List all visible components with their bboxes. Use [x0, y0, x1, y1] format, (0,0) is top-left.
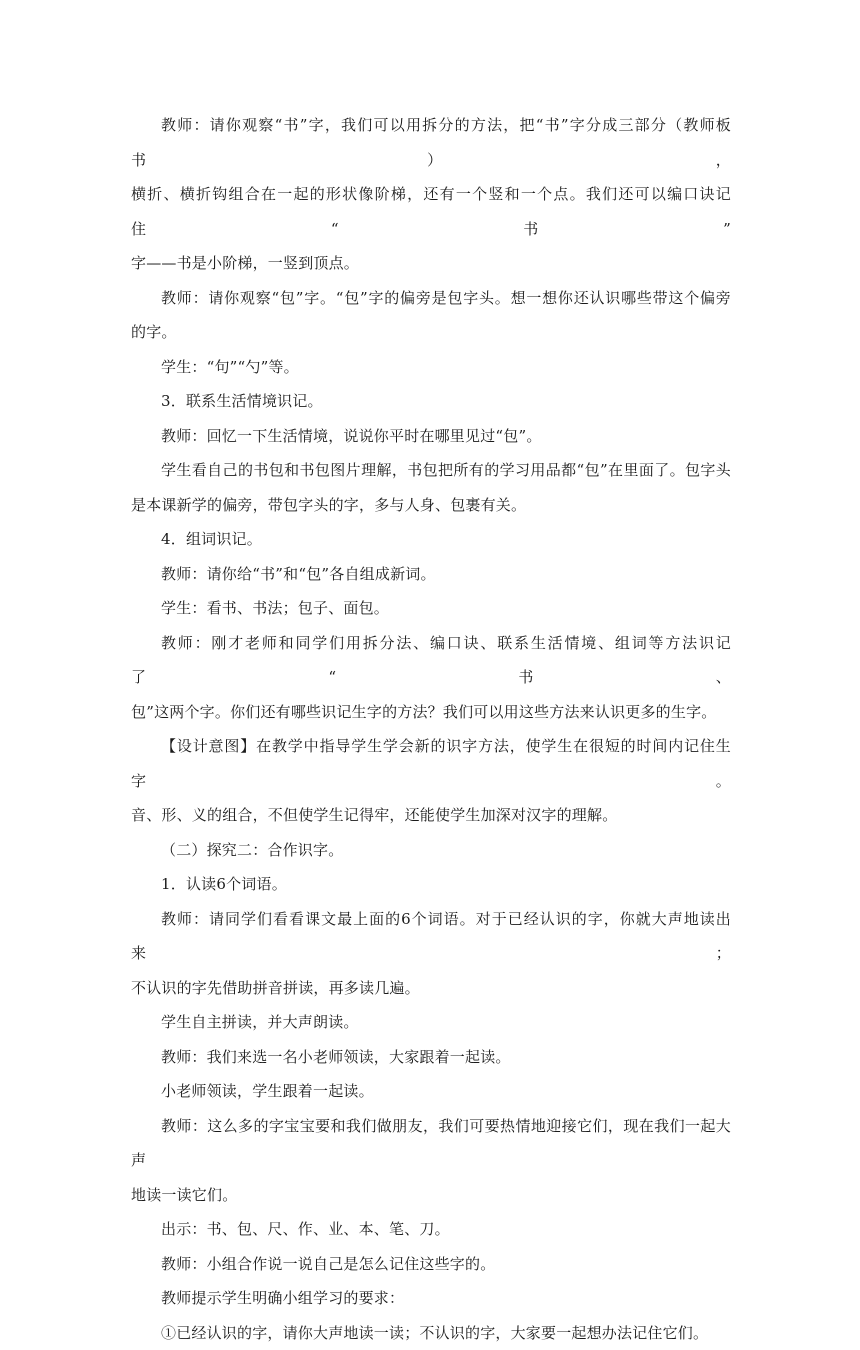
paragraph: [131, 1247, 731, 1282]
paragraph: [131, 419, 731, 454]
text-line: 教师提示学生明确小组学习的要求：: [131, 1281, 731, 1316]
paragraph: [131, 1074, 731, 1109]
paragraph: [131, 453, 731, 522]
text-line: 音、形、义的组合，不但使学生记得牢，还能使学生加深对汉字的理解。: [131, 798, 731, 833]
text-line: 横折、横折钩组合在一起的形状像阶梯，还有一个竖和一个点。我们还可以编口诀记住“书”: [131, 177, 731, 246]
text-line: 1．认读6个词语。: [131, 867, 731, 902]
text-line: 4．组词识记。: [131, 522, 731, 557]
paragraph: [131, 591, 731, 626]
section-heading: [131, 867, 731, 902]
section-heading: [131, 384, 731, 419]
text-line: 教师：这么多的字宝宝要和我们做朋友，我们可要热情地迎接它们，现在我们一起大声: [131, 1109, 731, 1178]
text-line: ①已经认识的字，请你大声地读一读；不认识的字，大家要一起想办法记住它们。: [131, 1316, 731, 1350]
paragraph: [131, 1005, 731, 1040]
text-line: 教师：请你观察“书”字，我们可以用拆分的方法，把“书”字分成三部分（教师板书），: [131, 108, 731, 177]
text-line: 学生看自己的书包和书包图片理解，书包把所有的学习用品都“包”在里面了。包字头: [131, 453, 731, 488]
paragraph: [131, 281, 731, 350]
text-line: 字——书是小阶梯，一竖到顶点。: [131, 246, 731, 281]
text-line: （二）探究二：合作识字。: [131, 833, 731, 868]
text-line: 是本课新学的偏旁，带包字头的字，多与人身、包裹有关。: [131, 488, 731, 523]
text-line: 教师：回忆一下生活情境，说说你平时在哪里见过“包”。: [131, 419, 731, 454]
paragraph: [131, 1281, 731, 1316]
text-line: 教师：我们来选一名小老师领读，大家跟着一起读。: [131, 1040, 731, 1075]
paragraph: [131, 108, 731, 281]
paragraph: [131, 350, 731, 385]
text-line: 的字。: [131, 315, 731, 350]
text-line: 不认识的字先借助拼音拼读，再多读几遍。: [131, 971, 731, 1006]
paragraph: [131, 1316, 731, 1350]
text-line: 出示：书、包、尺、作、业、本、笔、刀。: [131, 1212, 731, 1247]
text-line: 教师：请你给“书”和“包”各自组成新词。: [131, 557, 731, 592]
text-line: 教师：请你观察“包”字。“包”字的偏旁是包字头。想一想你还认识哪些带这个偏旁: [131, 281, 731, 316]
design-intent-paragraph: [131, 729, 731, 833]
text-line: 教师：小组合作说一说自己是怎么记住这些字的。: [131, 1247, 731, 1282]
text-line: 学生：看书、书法；包子、面包。: [131, 591, 731, 626]
text-line: 学生：“句”“勺”等。: [131, 350, 731, 385]
text-line: 学生自主拼读，并大声朗读。: [131, 1005, 731, 1040]
text-line: 教师：请同学们看看课文最上面的6个词语。对于已经认识的字，你就大声地读出来；: [131, 902, 731, 971]
paragraph: [131, 557, 731, 592]
text-line: 包”这两个字。你们还有哪些识记生字的方法？我们可以用这些方法来认识更多的生字。: [131, 695, 731, 730]
text-line: 教师：刚才老师和同学们用拆分法、编口诀、联系生活情境、组词等方法识记了“书、: [131, 626, 731, 695]
paragraph: [131, 902, 731, 1006]
text-line: 地读一读它们。: [131, 1178, 731, 1213]
section-heading: [131, 522, 731, 557]
paragraph: [131, 626, 731, 730]
paragraph: [131, 1109, 731, 1213]
text-line: 【设计意图】在教学中指导学生学会新的识字方法，使学生在很短的时间内记住生字。: [131, 729, 731, 798]
text-line: 小老师领读，学生跟着一起读。: [131, 1074, 731, 1109]
text-line: 3．联系生活情境识记。: [131, 384, 731, 419]
paragraph: [131, 1040, 731, 1075]
section-heading: [131, 833, 731, 868]
document-page: [131, 108, 731, 1350]
paragraph: [131, 1212, 731, 1247]
